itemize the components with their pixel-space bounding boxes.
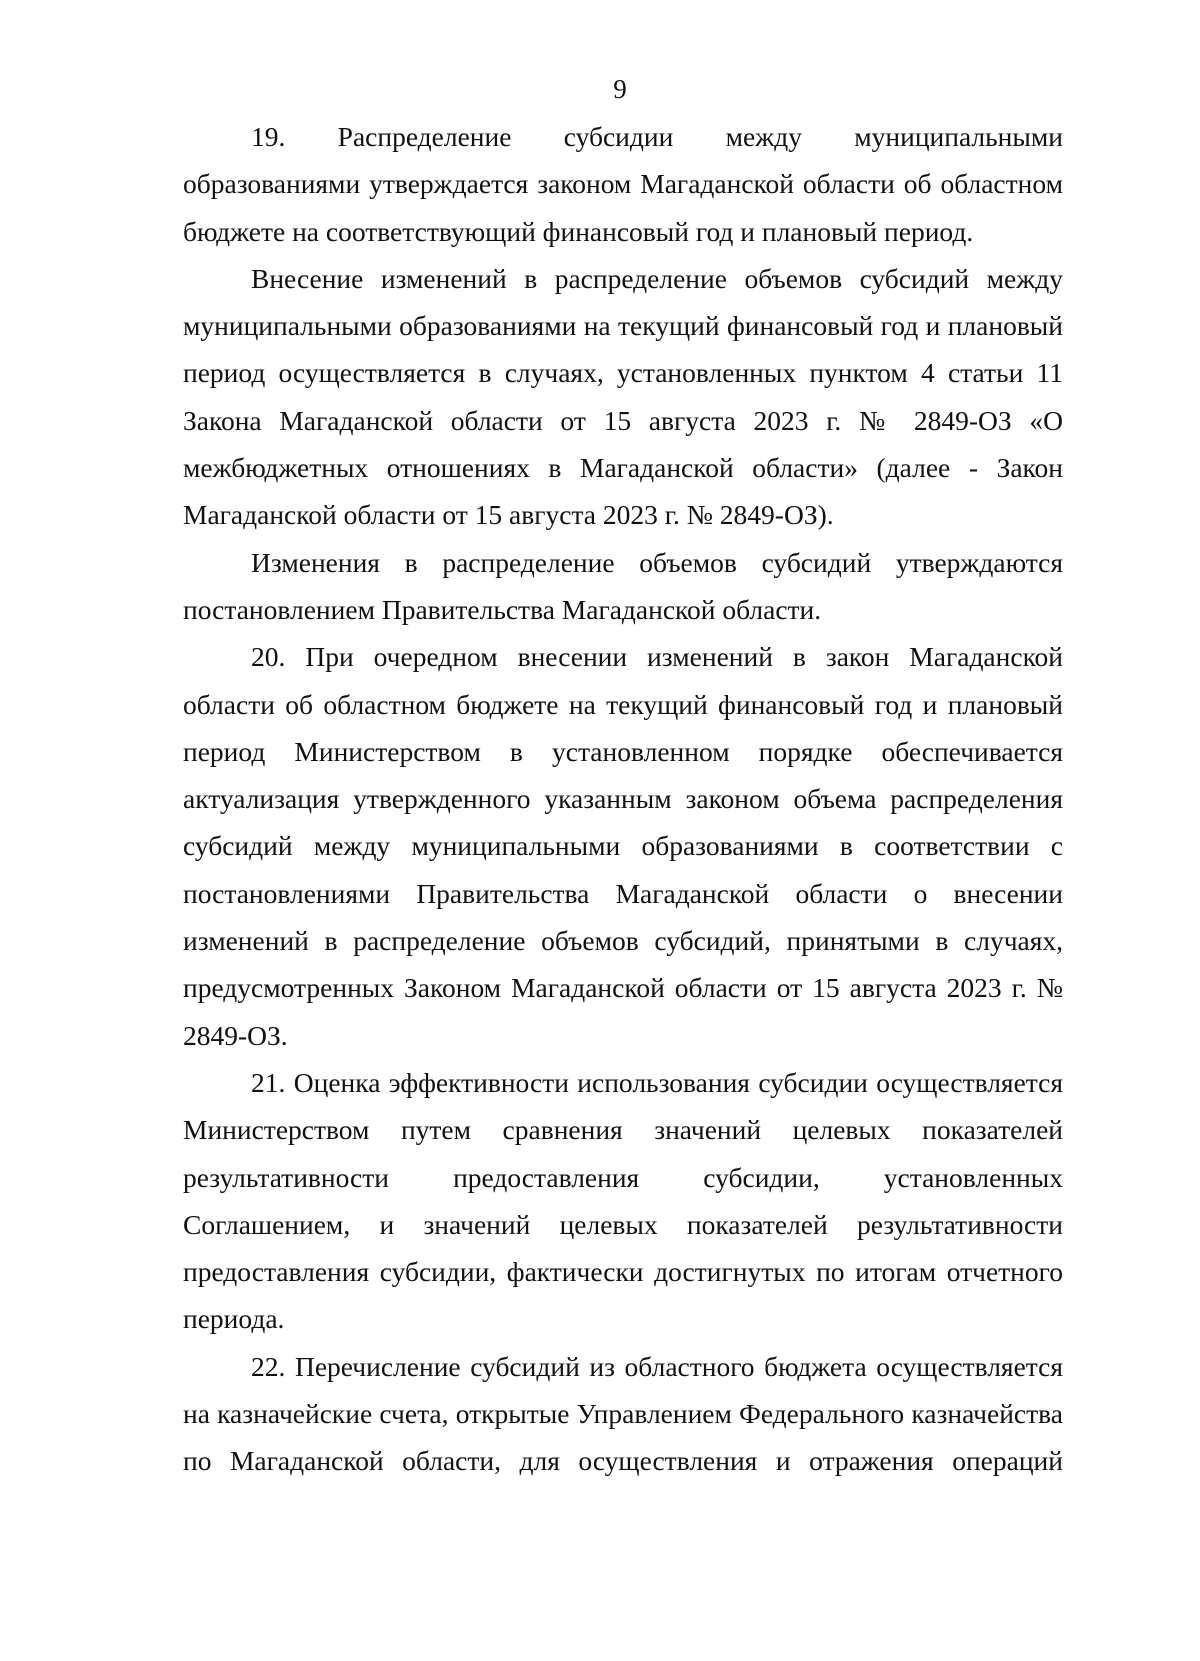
page-number: 9 [613,74,627,104]
paragraph-22: 22. Перечисление субсидий из областного бюджета осуществляется на казначейские счета, открытые Управлением Федерального казначейства по Магаданской области, для осуществления и отражения операций [183,1350,1063,1477]
document-body [183,113,1063,1485]
paragraph-21: 21. Оценка эффективности использования субсидии осуществляется Министерством путем сравнения значений целевых показателей результативности предоставления субсидии, установленных Соглашением, и значений целевых показателей результативности предоставления субсидии, фактически достигнутых по итогам отчетного периода. [183,1066,1063,1335]
paragraph-19-approval: Изменения в распределение объемов субсидий утверждаются постановлением Правительства Магаданской области. [183,546,1063,625]
paragraph-20: 20. При очередном внесении изменений в закон Магаданской области об областном бюджете на текущий финансовый год и плановый период Министерством в установленном порядке обеспечивается актуализация утвержденного указанным законом объема распределения субсидий между муниципальными образованиями в соответствии с постановлениями Правительства Магаданской области о внесении изменений в распределение объемов субсидий, принятыми в случаях, предусмотренных Законом Магаданской области от 15 августа 2023 г. № 2849-ОЗ. [183,641,1063,1051]
paragraph-19-amendments: Внесение изменений в распределение объемов субсидий между муниципальными образованиями на текущий финансовый год и плановый период осуществляется в случаях, установленных пунктом 4 статьи 11 Закона Магаданской области от 15 августа 2023 г. № 2849-ОЗ «О межбюджетных отношениях в Магаданской области» (далее - Закон Магаданской области от 15 августа 2023 г. № 2849-ОЗ). [183,262,1063,531]
paragraph-19: 19. Распределение субсидии между муниципальными образованиями утверждается законом Магаданской области об областном бюджете на соответствующий финансовый год и плановый период. [183,121,1063,247]
